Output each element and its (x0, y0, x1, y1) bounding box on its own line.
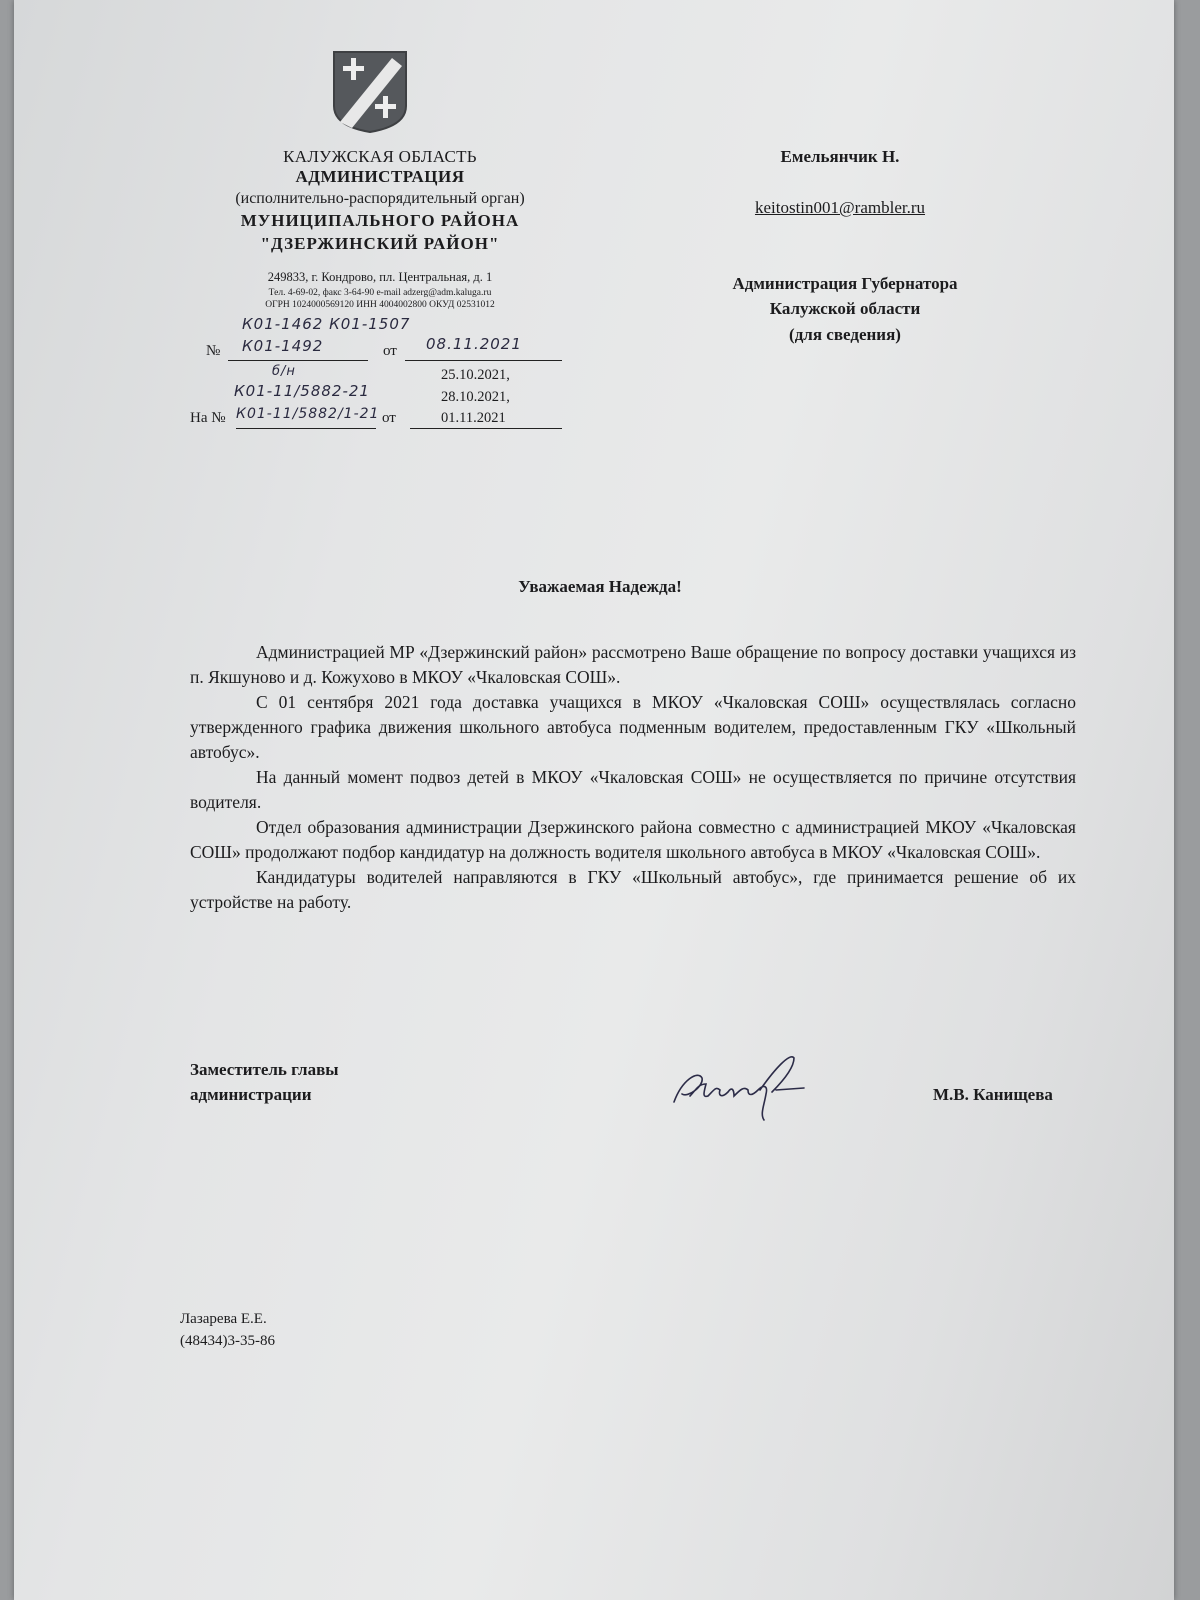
ref-label: На № (190, 410, 226, 426)
header-address: 249833, г. Кондрово, пл. Центральная, д. 1 (267, 270, 493, 284)
recipient-name: Емельянчик Н. (780, 147, 900, 166)
paragraph: На данный момент подвоз детей в МКОУ «Чкаловская СОШ» не осуществляется по причине отсутствия водителя. (190, 767, 1076, 812)
executor-phone: (48434)3-35-86 (180, 1333, 275, 1349)
ref-date-3: 01.11.2021 (441, 410, 506, 426)
ref-from-label: от (382, 410, 396, 426)
paragraph: Администрацией МР «Дзержинский район» рассмотрено Ваше обращение по вопросу доставки учащихся из п. Якшуново и д. Кожухово в МКОУ «Чкаловская СОШ». (190, 642, 1076, 687)
header-organ: (исполнительно-распорядительный орган) (235, 190, 525, 207)
copy-recipient-line3: (для сведения) (789, 325, 901, 344)
paragraph: Отдел образования администрации Дзержинского района совместно с администрацией МКОУ «Чкаловская СОШ» продолжают подбор кандидатур на должность водителя школьного автобуса в МКОУ «Чкаловская СОШ». (190, 817, 1076, 862)
recipient-email: keitostin001@rambler.ru (754, 198, 926, 217)
signer-title-line1: Заместитель главы (190, 1060, 339, 1079)
header-municipal: МУНИЦИПАЛЬНОГО РАЙОНА (240, 211, 520, 230)
number-underline (228, 360, 368, 361)
signer-title-line2: администрации (190, 1085, 312, 1104)
signer-name: М.В. Канищева (933, 1085, 1053, 1104)
handwritten-bn: б/н (272, 364, 296, 379)
handwritten-date: 08.11.2021 (426, 335, 522, 353)
greeting: Уважаемая Надежда! (518, 577, 682, 596)
header-ids: ОГРН 1024000569120 ИНН 4004002800 ОКУД 02531012 (265, 300, 495, 310)
from-label: от (383, 343, 397, 359)
ref-date-2: 28.10.2021, (441, 389, 510, 405)
copy-recipient-line1: Администрация Губернатора (732, 274, 958, 293)
handwritten-ref-extra: К01-11/5882-21 (234, 382, 370, 400)
header-district: "ДЗЕРЖИНСКИЙ РАЙОН" (260, 234, 500, 253)
handwritten-extra-numbers: К01-1462 К01-1507 (242, 315, 411, 333)
ref-underline (236, 428, 376, 429)
copy-recipient-line2: Калужской области (769, 299, 921, 318)
handwritten-ref: К01-11/5882/1-21 (236, 406, 380, 422)
signer-title (190, 1057, 339, 1107)
paragraph: С 01 сентября 2021 года доставка учащихся в МКОУ «Чкаловская СОШ» осуществлялась согласно утвержденного графика движения школьного автобуса подменным водителем, предоставленным ГКУ «Школьный автобус». (190, 692, 1076, 762)
executor-info (180, 1308, 275, 1352)
letter-body (190, 640, 1076, 915)
ref-date-1: 25.10.2021, (441, 367, 510, 383)
ref-date-underline (410, 428, 562, 429)
number-label: № (206, 343, 221, 359)
coat-of-arms-icon (330, 48, 410, 134)
header-region: КАЛУЖСКАЯ ОБЛАСТЬ (283, 147, 477, 166)
date-underline (405, 360, 562, 361)
handwritten-signature (668, 1050, 828, 1128)
header-admin: АДМИНИСТРАЦИЯ (295, 167, 465, 186)
executor-name: Лазарева Е.Е. (180, 1311, 267, 1327)
header-contacts: Тел. 4-69-02, факс 3-64-90 e-mail adzerg@adm.kaluga.ru (268, 288, 492, 298)
handwritten-number: К01-1492 (242, 337, 324, 355)
paragraph: Кандидатуры водителей направляются в ГКУ «Школьный автобус», где принимается решение об их устройстве на работу. (190, 867, 1076, 912)
